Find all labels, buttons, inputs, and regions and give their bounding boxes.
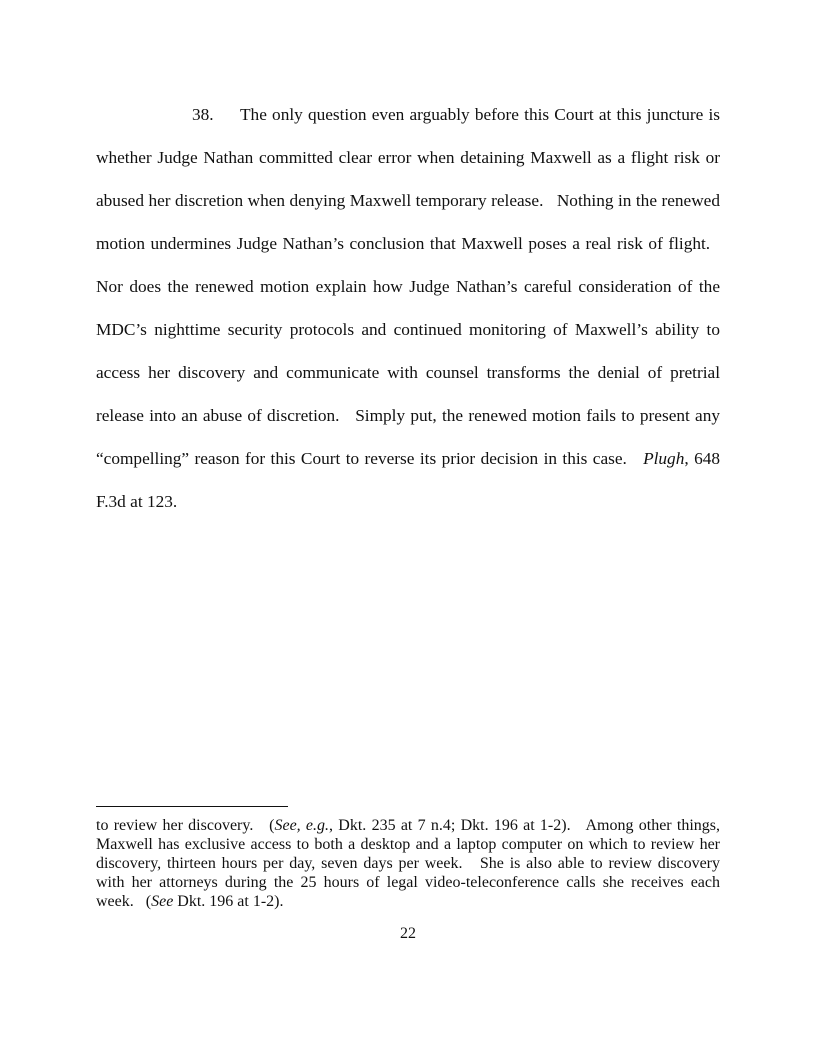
citation-reporter: , 648 F.3d at 123.: [96, 449, 720, 511]
footnote-cite-2-signal: See: [151, 893, 174, 910]
paragraph-number: 38.: [192, 105, 214, 124]
footnote-cite-1-rest: , Dkt. 235 at 7 n.4; Dkt. 196 at 1-2).: [329, 817, 571, 834]
footnote-part-2: Among other things, Maxwell has exclusive access to both a desktop and a laptop computer on which to review her discovery, thirteen hours per day, seven days per week.: [96, 817, 721, 872]
footnote-part-1: to review her discovery.: [96, 817, 254, 834]
footnote-part-3: She is also able to review discovery with her attorneys during the 25 hours of legal video-teleconference calls she receives each week.: [96, 855, 720, 910]
footnote-cite-1-open: (: [269, 817, 275, 834]
footnote-cite-1-signal: See, e.g.: [274, 817, 330, 834]
paragraph-sentence-1: The only question even arguably before this Court at this juncture is whether Judge Nathan committed clear error when detaining Maxwell as a flight risk or abused her discretion when denying Maxwell temporary release.: [96, 105, 720, 210]
paragraph-38: [96, 93, 720, 523]
paragraph-sentence-4: Simply put, the renewed motion fails to present any “compelling” reason for this Court to reverse its prior decision in this case.: [96, 406, 720, 468]
paragraph-sentence-3: Nor does the renewed motion explain how Judge Nathan’s careful consideration of the MDC’s nighttime security protocols and continued monitoring of Maxwell’s ability to access her discovery and communicate with counsel transforms the denial of pretrial release into an abuse of discretion.: [96, 277, 720, 425]
page-number: 22: [400, 925, 416, 942]
footnote: [96, 816, 720, 911]
footnote-separator: [96, 806, 288, 807]
footnote-cite-2-rest: Dkt. 196 at 1-2).: [173, 893, 284, 910]
paragraph-sentence-2: Nothing in the renewed motion undermines Judge Nathan’s conclusion that Maxwell poses a real risk of flight.: [96, 191, 720, 253]
citation-case-name: Plugh: [643, 449, 685, 468]
footnote-cite-2-open: (: [145, 893, 152, 910]
